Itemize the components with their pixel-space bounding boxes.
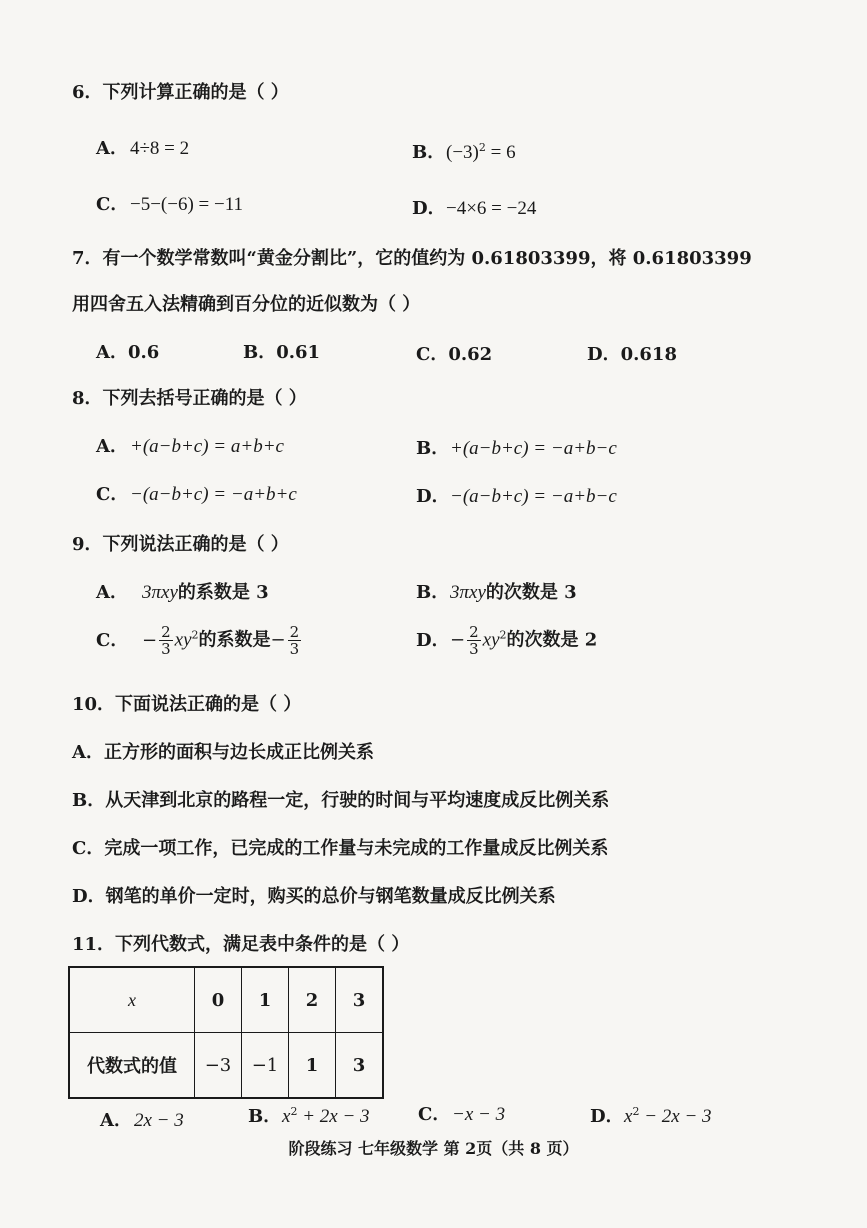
question-6-stem: 6．下列计算正确的是（ ） [72, 82, 289, 103]
table-cell: −1 [242, 1033, 289, 1099]
q6-option-a: A． 4÷8 = 2 [96, 138, 190, 159]
table-cell: 0 [195, 967, 242, 1033]
q6-option-c: C．−5−(−6) = −11 [96, 194, 244, 215]
condition-table [68, 966, 384, 1099]
question-11-stem: 11．下列代数式，满足表中条件的是（ ） [72, 934, 410, 955]
table-cell: 2 [289, 967, 336, 1033]
table-cell: 3 [336, 967, 384, 1033]
q8-option-b: B．+(a−b+c) = −a+b−c [416, 438, 617, 459]
table-cell: 1 [289, 1033, 336, 1099]
question-10-stem: 10．下面说法正确的是（ ） [72, 694, 302, 715]
table-row [69, 967, 383, 1033]
q11-option-d: D．$x^2 - 2x - 3$ [590, 1105, 712, 1127]
q8-option-c: C．−(a−b+c) = −a+b+c [96, 484, 297, 505]
table-cell: 3 [336, 1033, 384, 1099]
q7-option-a: A．0.6 [96, 342, 160, 363]
q11-option-a: A． 2x − 3 [100, 1110, 184, 1131]
q8-option-d: D．−(a−b+c) = −a+b−c [416, 486, 617, 507]
question-7-stem-line2: 用四舍五入法精确到百分位的近似数为（ ） [72, 294, 421, 315]
question-8-stem: 8．下列去括号正确的是（ ） [72, 388, 307, 409]
q7-option-d: D．0.618 [587, 344, 677, 365]
fraction: $\frac{2}{3}$ [469, 623, 479, 658]
q8-option-a: A． +(a−b+c) = a+b+c [96, 436, 284, 457]
table-row [69, 1033, 383, 1099]
table-header-x: x [69, 967, 195, 1033]
q6-option-b: B．$(-3)^2 = 6$ [412, 141, 516, 163]
q9-option-d: D．− $\frac{2}{3}$ $xy^2$的次数是 2 [416, 623, 598, 658]
fraction: $\frac{2}{3}$ [161, 623, 171, 658]
question-7-stem-line1: 7．有一个数学常数叫“黄金分割比”，它的值约为 0.61803399，将 0.61803399 [72, 248, 752, 269]
q11-option-c: C．−x − 3 [418, 1104, 506, 1125]
page-footer: 阶段练习 七年级数学 第 2页（共 8 页） [288, 1139, 579, 1158]
q9-option-b: B．3πxy的次数是 3 [416, 582, 577, 603]
fraction: $\frac{2}{3}$ [289, 623, 300, 658]
q7-option-b: B．0.61 [243, 342, 321, 363]
q10-option-a: A．正方形的面积与边长成正比例关系 [72, 742, 374, 763]
q10-option-d: D．钢笔的单价一定时，购买的总价与钢笔数量成反比例关系 [72, 886, 556, 907]
q9-option-a: A． 3πxy的系数是 3 [96, 582, 269, 603]
q10-option-b: B．从天津到北京的路程一定，行驶的时间与平均速度成反比例关系 [72, 790, 610, 811]
q9-option-c: C． − $\frac{2}{3}$ $xy^2$的系数是− $\frac{2}{3}$ [96, 623, 300, 658]
table-header-value: 代数式的值 [69, 1033, 195, 1099]
q7-option-c: C．0.62 [416, 344, 493, 365]
q11-option-b: B．$x^2 + 2x - 3$ [248, 1105, 370, 1127]
q10-option-c: C．完成一项工作，已完成的工作量与未完成的工作量成反比例关系 [72, 838, 609, 859]
q6-option-d: D．−4×6 = −24 [412, 198, 537, 219]
table-cell: −3 [195, 1033, 242, 1099]
table-cell: 1 [242, 967, 289, 1033]
question-9-stem: 9．下列说法正确的是（ ） [72, 534, 289, 555]
